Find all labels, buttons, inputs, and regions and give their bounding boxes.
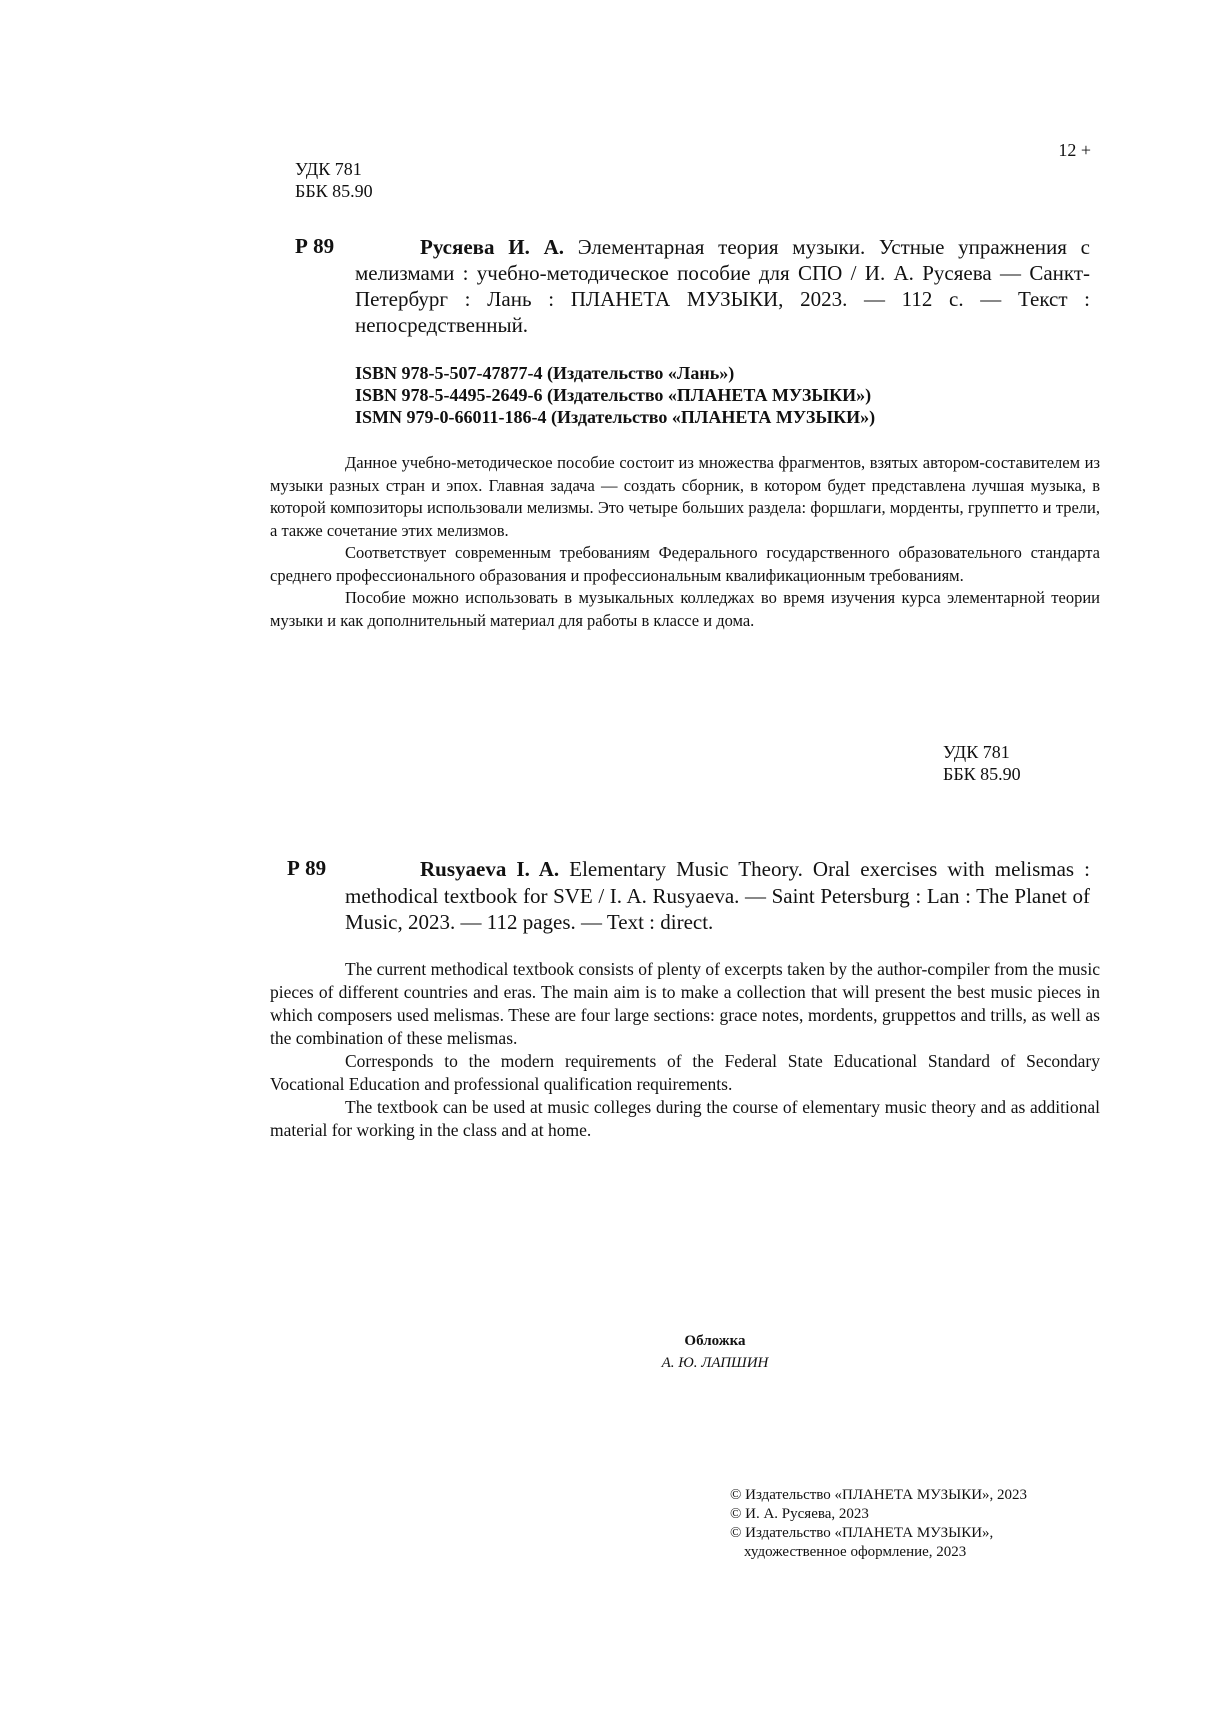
abstract-ru-paragraph: Пособие можно использовать в музыкальных колледжах во время изучения курса элементарной теории музыки и как дополнительный материал для работы в классе и дома. xyxy=(270,588,1100,630)
cover-credit-name: А. Ю. ЛАПШИН xyxy=(661,1355,769,1371)
record-text-ru: Элементарная теория музыки. Устные упражнения с мелизмами : учебно-методическое пособие для СПО / И. А. Русяева — Санкт-Петербург : Лань : ПЛАНЕТА МУЗЫКИ, 2023. — 112 с. — Текст : непосредственный. xyxy=(355,235,1090,337)
abstract-ru-paragraph: Соответствует современным требованиям Федерального государственного образовательного стандарта среднего профессионального образования и профессиональным квалификационным требованиям. xyxy=(270,543,1100,585)
abstract-ru-paragraph: Данное учебно-методическое пособие состоит из множества фрагментов, взятых автором-составителем из музыки разных стран и эпох. Главная задача — создать сборник, в котором будет представлена лучшая музыка, в которой композиторы использовали мелизмы. Это четыре больших раздела: форшлаги, морденты, группетто и трели, а также сочетание этих мелизмов. xyxy=(270,453,1100,540)
ismn-planet: ISMN 979-0-66011-186-4 (Издательство «ПЛАНЕТА МУЗЫКИ») xyxy=(355,407,876,427)
copyright-line: © Издательство «ПЛАНЕТА МУЗЫКИ», xyxy=(730,1525,994,1541)
identifier-list xyxy=(355,362,875,428)
bbk-code: ББК 85.90 xyxy=(943,764,1021,784)
classification-block-top xyxy=(295,158,373,202)
abstract-en-paragraph: The textbook can be used at music colleges during the course of elementary music theory and as additional material for working in the class and at home. xyxy=(270,1097,1100,1140)
cover-credit-label: Обложка xyxy=(684,1333,746,1349)
copyright-line: © Издательство «ПЛАНЕТА МУЗЫКИ», 2023 xyxy=(730,1487,1028,1503)
author-name-ru: Русяева И. А. xyxy=(420,235,564,259)
bibliographic-record-en xyxy=(345,856,1090,936)
abstract-ru xyxy=(270,452,1100,632)
isbn-lan: ISBN 978-5-507-47877-4 (Издательство «Лань») xyxy=(355,363,735,383)
record-text-en: Elementary Music Theory. Oral exercises with melismas : methodical textbook for SVE / I. A. Rusyaeva. — Saint Petersburg : Lan : The Planet of Music, 2023. — 112 pages. — Text : direct. xyxy=(345,857,1090,934)
copyright-line: художественное оформление, 2023 xyxy=(744,1544,967,1560)
classification-block-mid xyxy=(943,741,1021,785)
abstract-en xyxy=(270,958,1100,1142)
isbn-planet: ISBN 978-5-4495-2649-6 (Издательство «ПЛАНЕТА МУЗЫКИ») xyxy=(355,385,872,405)
bibliographic-record-ru xyxy=(355,234,1090,338)
author-mark-en: Р 89 xyxy=(287,856,327,880)
copyright-line: © И. А. Русяева, 2023 xyxy=(730,1506,869,1522)
age-rating: 12 + xyxy=(1058,140,1091,160)
udk-code: УДК 781 xyxy=(295,159,362,179)
abstract-en-paragraph: Corresponds to the modern requirements of the Federal State Educational Standard of Secondary Vocational Education and professional qualification requirements. xyxy=(270,1051,1100,1094)
author-name-en: Rusyaeva I. A. xyxy=(420,857,560,881)
copyright-block xyxy=(730,1486,1027,1562)
bbk-code: ББК 85.90 xyxy=(295,181,373,201)
author-mark-ru: Р 89 xyxy=(295,234,335,258)
udk-code: УДК 781 xyxy=(943,742,1010,762)
abstract-en-paragraph: The current methodical textbook consists of plenty of excerpts taken by the author-compiler from the music pieces of different countries and eras. The main aim is to make a collection that will present the best music pieces in which composers used melismas. These are four large sections: grace notes, mordents, gruppettos and trills, as well as the combination of these melismas. xyxy=(270,959,1100,1048)
